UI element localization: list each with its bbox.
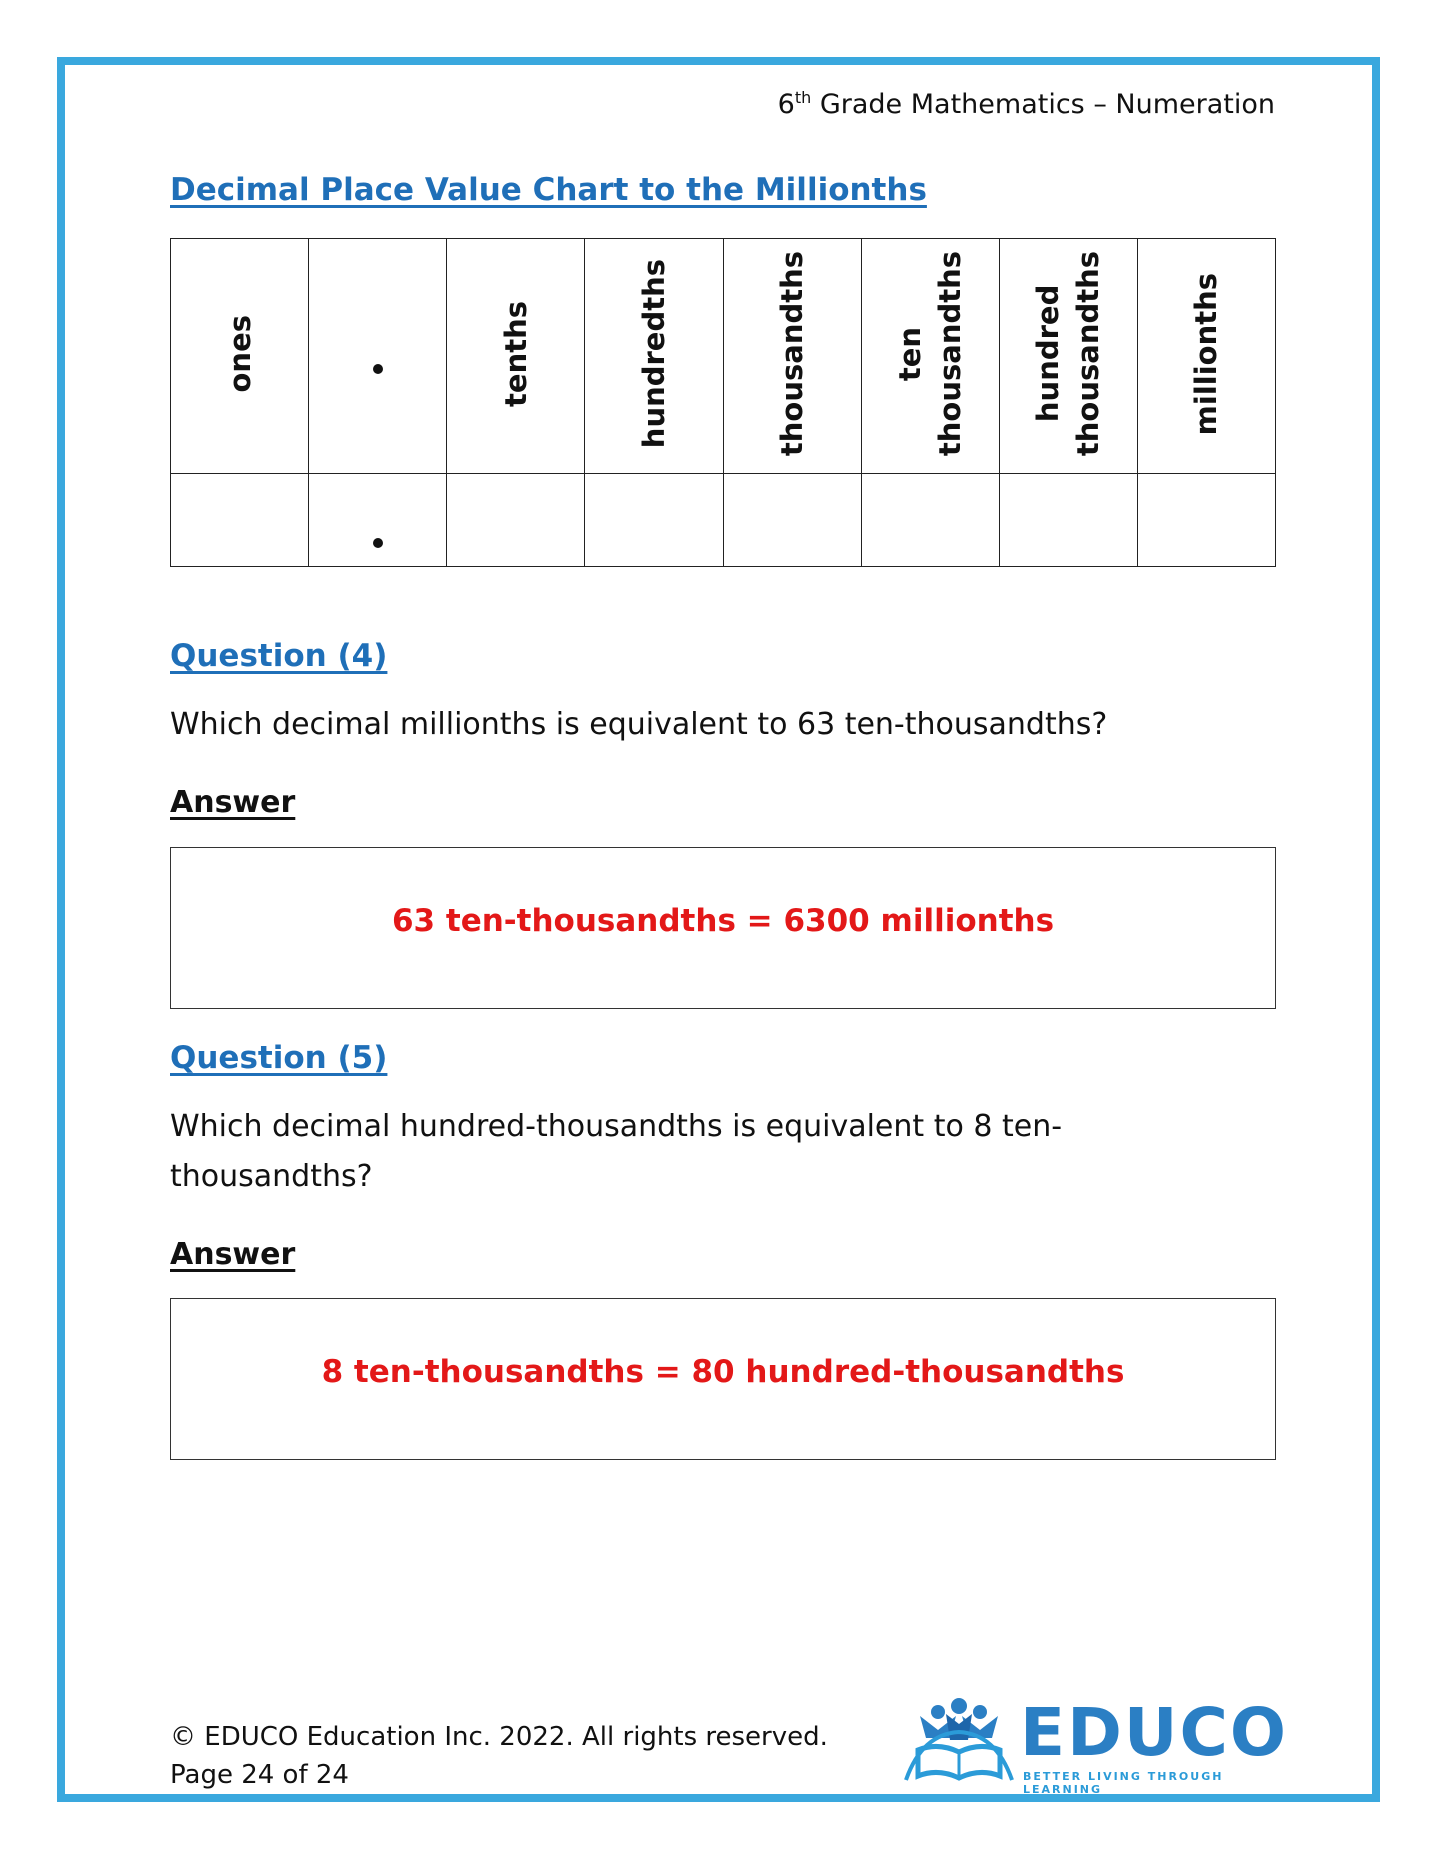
entry-cell: [585, 474, 723, 567]
logo-wordmark: EDUCO: [1020, 1694, 1289, 1771]
question5-text-line1: Which decimal hundred-thousandths is equivalent to 8 ten-: [170, 1109, 1063, 1144]
chart-title: Decimal Place Value Chart to the Millionths: [170, 172, 927, 208]
chart-header-row: [171, 239, 1276, 474]
entry-cell: [447, 474, 585, 567]
question4-title: Question (4): [170, 638, 388, 674]
page-footer: [170, 1718, 828, 1794]
question5-title: Question (5): [170, 1040, 388, 1076]
page-header: [778, 88, 1275, 120]
col-tenths: [447, 239, 585, 474]
page-number: Page 24 of 24: [170, 1760, 349, 1790]
col-label: hundred thousandths: [1031, 251, 1106, 457]
question5-text: [170, 1102, 1062, 1202]
col-thousandths: [723, 239, 861, 474]
col-label: tenths: [498, 301, 533, 407]
question5-text-line2: thousandths?: [170, 1159, 373, 1194]
col-label: ten thousandths: [893, 251, 968, 457]
entry-cell: [171, 474, 309, 567]
grade-suffix: th: [794, 88, 812, 107]
question5-answer-label: Answer: [170, 1237, 296, 1272]
col-label: millionths: [1189, 272, 1224, 436]
decimal-point-dot: [373, 538, 383, 548]
grade-number: 6: [777, 89, 795, 120]
entry-cell: [723, 474, 861, 567]
question5-answer-box: [170, 1298, 1276, 1460]
people-book-icon: [900, 1694, 1018, 1790]
chart-entry-row: [171, 474, 1276, 567]
entry-cell: [999, 474, 1137, 567]
col-millionths: [1137, 239, 1275, 474]
question4-answer-label: Answer: [170, 785, 296, 820]
question4-answer: 63 ten-thousandths = 6300 millionths: [391, 903, 1055, 939]
col-label: thousandths: [775, 251, 810, 457]
col-label: hundredths: [636, 259, 671, 449]
entry-cell: [861, 474, 999, 567]
header-subject: Grade Mathematics – Numeration: [819, 89, 1275, 120]
logo-tagline: BETTER LIVING THROUGH LEARNING: [1023, 1770, 1224, 1796]
col-hundredths: [585, 239, 723, 474]
col-decimal-point: [309, 239, 447, 474]
question4-text: Which decimal millionths is equivalent to 63 ten-thousandths?: [170, 707, 1108, 742]
question5-answer: 8 ten-thousandths = 80 hundred-thousandths: [321, 1354, 1125, 1390]
decimal-point-dot: [373, 364, 383, 374]
col-ten-thousandths: [861, 239, 999, 474]
question4-answer-box: [170, 847, 1276, 1009]
entry-cell-decimal: [309, 474, 447, 567]
place-value-chart: [170, 238, 1276, 567]
col-ones: [171, 239, 309, 474]
col-label: ones: [222, 315, 257, 393]
col-hundred-thousandths: [999, 239, 1137, 474]
copyright-notice: © EDUCO Education Inc. 2022. All rights reserved.: [170, 1722, 828, 1752]
entry-cell: [1137, 474, 1275, 567]
educo-logo: [900, 1694, 1289, 1796]
